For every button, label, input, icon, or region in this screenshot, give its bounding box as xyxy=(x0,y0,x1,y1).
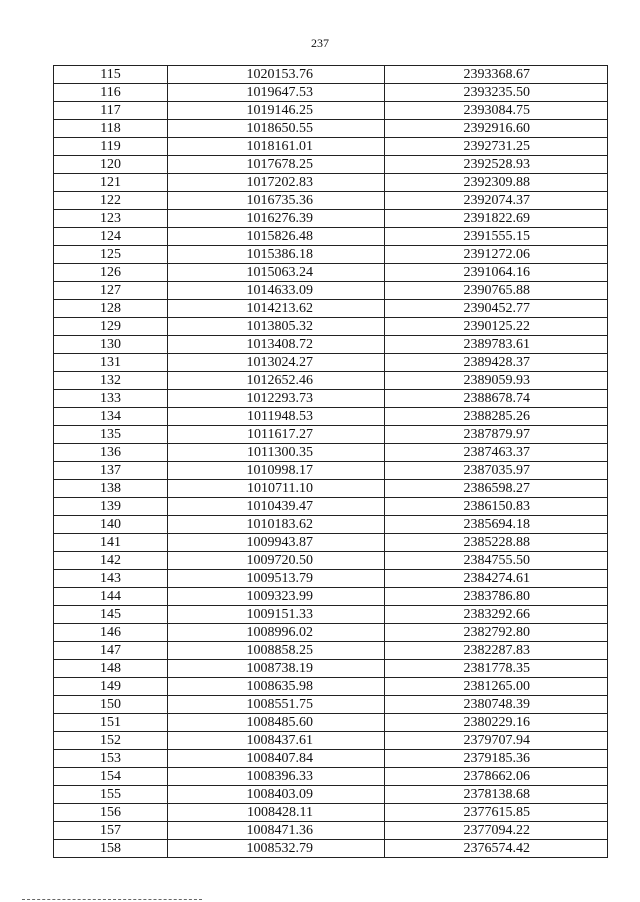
x-coordinate-cell: 1008403.09 xyxy=(168,786,385,804)
point-number-cell: 124 xyxy=(54,228,168,246)
point-number-cell: 143 xyxy=(54,570,168,588)
x-coordinate-cell: 1015063.24 xyxy=(168,264,385,282)
point-number-cell: 118 xyxy=(54,120,168,138)
x-coordinate-cell: 1011617.27 xyxy=(168,426,385,444)
table-row xyxy=(54,300,608,318)
table-row xyxy=(54,534,608,552)
table-row xyxy=(54,462,608,480)
y-coordinate-cell: 2390765.88 xyxy=(385,282,608,300)
point-number-cell: 153 xyxy=(54,750,168,768)
y-coordinate-cell: 2379707.94 xyxy=(385,732,608,750)
table-row xyxy=(54,786,608,804)
point-number-cell: 151 xyxy=(54,714,168,732)
table-row xyxy=(54,624,608,642)
table-row xyxy=(54,138,608,156)
y-coordinate-cell: 2391822.69 xyxy=(385,210,608,228)
table-row xyxy=(54,606,608,624)
y-coordinate-cell: 2381778.35 xyxy=(385,660,608,678)
table-row xyxy=(54,732,608,750)
point-number-cell: 132 xyxy=(54,372,168,390)
point-number-cell: 141 xyxy=(54,534,168,552)
table-row xyxy=(54,516,608,534)
point-number-cell: 157 xyxy=(54,822,168,840)
x-coordinate-cell: 1008996.02 xyxy=(168,624,385,642)
y-coordinate-cell: 2386150.83 xyxy=(385,498,608,516)
point-number-cell: 128 xyxy=(54,300,168,318)
x-coordinate-cell: 1018161.01 xyxy=(168,138,385,156)
point-number-cell: 156 xyxy=(54,804,168,822)
table-row xyxy=(54,696,608,714)
table-row xyxy=(54,354,608,372)
table-row xyxy=(54,498,608,516)
x-coordinate-cell: 1008551.75 xyxy=(168,696,385,714)
table-row xyxy=(54,390,608,408)
x-coordinate-cell: 1014213.62 xyxy=(168,300,385,318)
table-row xyxy=(54,66,608,84)
footer-rule xyxy=(22,899,202,900)
x-coordinate-cell: 1013805.32 xyxy=(168,318,385,336)
x-coordinate-cell: 1019647.53 xyxy=(168,84,385,102)
point-number-cell: 149 xyxy=(54,678,168,696)
point-number-cell: 131 xyxy=(54,354,168,372)
point-number-cell: 119 xyxy=(54,138,168,156)
table-row xyxy=(54,822,608,840)
table-row xyxy=(54,174,608,192)
x-coordinate-cell: 1010439.47 xyxy=(168,498,385,516)
y-coordinate-cell: 2381265.00 xyxy=(385,678,608,696)
y-coordinate-cell: 2392528.93 xyxy=(385,156,608,174)
y-coordinate-cell: 2379185.36 xyxy=(385,750,608,768)
point-number-cell: 138 xyxy=(54,480,168,498)
table-row xyxy=(54,372,608,390)
y-coordinate-cell: 2377094.22 xyxy=(385,822,608,840)
y-coordinate-cell: 2392916.60 xyxy=(385,120,608,138)
point-number-cell: 125 xyxy=(54,246,168,264)
point-number-cell: 121 xyxy=(54,174,168,192)
point-number-cell: 127 xyxy=(54,282,168,300)
point-number-cell: 120 xyxy=(54,156,168,174)
y-coordinate-cell: 2377615.85 xyxy=(385,804,608,822)
page-number: 237 xyxy=(311,36,329,50)
table-row xyxy=(54,246,608,264)
x-coordinate-cell: 1008532.79 xyxy=(168,840,385,858)
y-coordinate-cell: 2393368.67 xyxy=(385,66,608,84)
x-coordinate-cell: 1010711.10 xyxy=(168,480,385,498)
point-number-cell: 116 xyxy=(54,84,168,102)
y-coordinate-cell: 2388678.74 xyxy=(385,390,608,408)
point-number-cell: 133 xyxy=(54,390,168,408)
y-coordinate-cell: 2388285.26 xyxy=(385,408,608,426)
x-coordinate-cell: 1016735.36 xyxy=(168,192,385,210)
x-coordinate-cell: 1009151.33 xyxy=(168,606,385,624)
point-number-cell: 123 xyxy=(54,210,168,228)
y-coordinate-cell: 2393084.75 xyxy=(385,102,608,120)
table-row xyxy=(54,84,608,102)
point-number-cell: 146 xyxy=(54,624,168,642)
table-row xyxy=(54,660,608,678)
table-row xyxy=(54,318,608,336)
y-coordinate-cell: 2389783.61 xyxy=(385,336,608,354)
table-row xyxy=(54,588,608,606)
table-row xyxy=(54,714,608,732)
table-row xyxy=(54,336,608,354)
point-number-cell: 122 xyxy=(54,192,168,210)
point-number-cell: 147 xyxy=(54,642,168,660)
point-number-cell: 155 xyxy=(54,786,168,804)
point-number-cell: 135 xyxy=(54,426,168,444)
y-coordinate-cell: 2382287.83 xyxy=(385,642,608,660)
y-coordinate-cell: 2378138.68 xyxy=(385,786,608,804)
table-row xyxy=(54,570,608,588)
x-coordinate-cell: 1010183.62 xyxy=(168,516,385,534)
table-row xyxy=(54,804,608,822)
table-row xyxy=(54,264,608,282)
point-number-cell: 115 xyxy=(54,66,168,84)
y-coordinate-cell: 2389428.37 xyxy=(385,354,608,372)
table-row xyxy=(54,156,608,174)
y-coordinate-cell: 2387879.97 xyxy=(385,426,608,444)
point-number-cell: 117 xyxy=(54,102,168,120)
point-number-cell: 158 xyxy=(54,840,168,858)
x-coordinate-cell: 1008407.84 xyxy=(168,750,385,768)
point-number-cell: 136 xyxy=(54,444,168,462)
table-row xyxy=(54,768,608,786)
table-row xyxy=(54,120,608,138)
table-row xyxy=(54,192,608,210)
x-coordinate-cell: 1010998.17 xyxy=(168,462,385,480)
x-coordinate-cell: 1011300.35 xyxy=(168,444,385,462)
x-coordinate-cell: 1008437.61 xyxy=(168,732,385,750)
x-coordinate-cell: 1008471.36 xyxy=(168,822,385,840)
y-coordinate-cell: 2376574.42 xyxy=(385,840,608,858)
y-coordinate-cell: 2390452.77 xyxy=(385,300,608,318)
point-number-cell: 145 xyxy=(54,606,168,624)
x-coordinate-cell: 1015826.48 xyxy=(168,228,385,246)
point-number-cell: 140 xyxy=(54,516,168,534)
y-coordinate-cell: 2393235.50 xyxy=(385,84,608,102)
x-coordinate-cell: 1012293.73 xyxy=(168,390,385,408)
coordinates-table xyxy=(53,65,608,858)
x-coordinate-cell: 1008635.98 xyxy=(168,678,385,696)
table-row xyxy=(54,750,608,768)
x-coordinate-cell: 1011948.53 xyxy=(168,408,385,426)
point-number-cell: 148 xyxy=(54,660,168,678)
y-coordinate-cell: 2380229.16 xyxy=(385,714,608,732)
table-row xyxy=(54,102,608,120)
x-coordinate-cell: 1008396.33 xyxy=(168,768,385,786)
x-coordinate-cell: 1009323.99 xyxy=(168,588,385,606)
y-coordinate-cell: 2382792.80 xyxy=(385,624,608,642)
point-number-cell: 144 xyxy=(54,588,168,606)
point-number-cell: 152 xyxy=(54,732,168,750)
table-row xyxy=(54,552,608,570)
point-number-cell: 129 xyxy=(54,318,168,336)
table-row xyxy=(54,840,608,858)
table-row xyxy=(54,480,608,498)
x-coordinate-cell: 1013024.27 xyxy=(168,354,385,372)
x-coordinate-cell: 1017678.25 xyxy=(168,156,385,174)
point-number-cell: 126 xyxy=(54,264,168,282)
y-coordinate-cell: 2390125.22 xyxy=(385,318,608,336)
y-coordinate-cell: 2391064.16 xyxy=(385,264,608,282)
x-coordinate-cell: 1008738.19 xyxy=(168,660,385,678)
x-coordinate-cell: 1018650.55 xyxy=(168,120,385,138)
y-coordinate-cell: 2386598.27 xyxy=(385,480,608,498)
point-number-cell: 130 xyxy=(54,336,168,354)
point-number-cell: 137 xyxy=(54,462,168,480)
table-row xyxy=(54,282,608,300)
x-coordinate-cell: 1009720.50 xyxy=(168,552,385,570)
x-coordinate-cell: 1009513.79 xyxy=(168,570,385,588)
x-coordinate-cell: 1009943.87 xyxy=(168,534,385,552)
y-coordinate-cell: 2391555.15 xyxy=(385,228,608,246)
x-coordinate-cell: 1015386.18 xyxy=(168,246,385,264)
table-row xyxy=(54,408,608,426)
y-coordinate-cell: 2385694.18 xyxy=(385,516,608,534)
y-coordinate-cell: 2384274.61 xyxy=(385,570,608,588)
x-coordinate-cell: 1008428.11 xyxy=(168,804,385,822)
table-row xyxy=(54,678,608,696)
x-coordinate-cell: 1017202.83 xyxy=(168,174,385,192)
point-number-cell: 134 xyxy=(54,408,168,426)
y-coordinate-cell: 2389059.93 xyxy=(385,372,608,390)
x-coordinate-cell: 1008858.25 xyxy=(168,642,385,660)
y-coordinate-cell: 2384755.50 xyxy=(385,552,608,570)
y-coordinate-cell: 2383786.80 xyxy=(385,588,608,606)
y-coordinate-cell: 2380748.39 xyxy=(385,696,608,714)
y-coordinate-cell: 2387463.37 xyxy=(385,444,608,462)
table-row xyxy=(54,228,608,246)
y-coordinate-cell: 2387035.97 xyxy=(385,462,608,480)
y-coordinate-cell: 2392731.25 xyxy=(385,138,608,156)
y-coordinate-cell: 2392309.88 xyxy=(385,174,608,192)
x-coordinate-cell: 1008485.60 xyxy=(168,714,385,732)
y-coordinate-cell: 2378662.06 xyxy=(385,768,608,786)
y-coordinate-cell: 2385228.88 xyxy=(385,534,608,552)
point-number-cell: 154 xyxy=(54,768,168,786)
x-coordinate-cell: 1012652.46 xyxy=(168,372,385,390)
y-coordinate-cell: 2391272.06 xyxy=(385,246,608,264)
table-row xyxy=(54,426,608,444)
table-row xyxy=(54,210,608,228)
y-coordinate-cell: 2383292.66 xyxy=(385,606,608,624)
coordinates-table-body xyxy=(54,66,608,858)
x-coordinate-cell: 1016276.39 xyxy=(168,210,385,228)
x-coordinate-cell: 1020153.76 xyxy=(168,66,385,84)
x-coordinate-cell: 1014633.09 xyxy=(168,282,385,300)
point-number-cell: 150 xyxy=(54,696,168,714)
table-row xyxy=(54,642,608,660)
x-coordinate-cell: 1013408.72 xyxy=(168,336,385,354)
y-coordinate-cell: 2392074.37 xyxy=(385,192,608,210)
x-coordinate-cell: 1019146.25 xyxy=(168,102,385,120)
table-row xyxy=(54,444,608,462)
point-number-cell: 142 xyxy=(54,552,168,570)
point-number-cell: 139 xyxy=(54,498,168,516)
